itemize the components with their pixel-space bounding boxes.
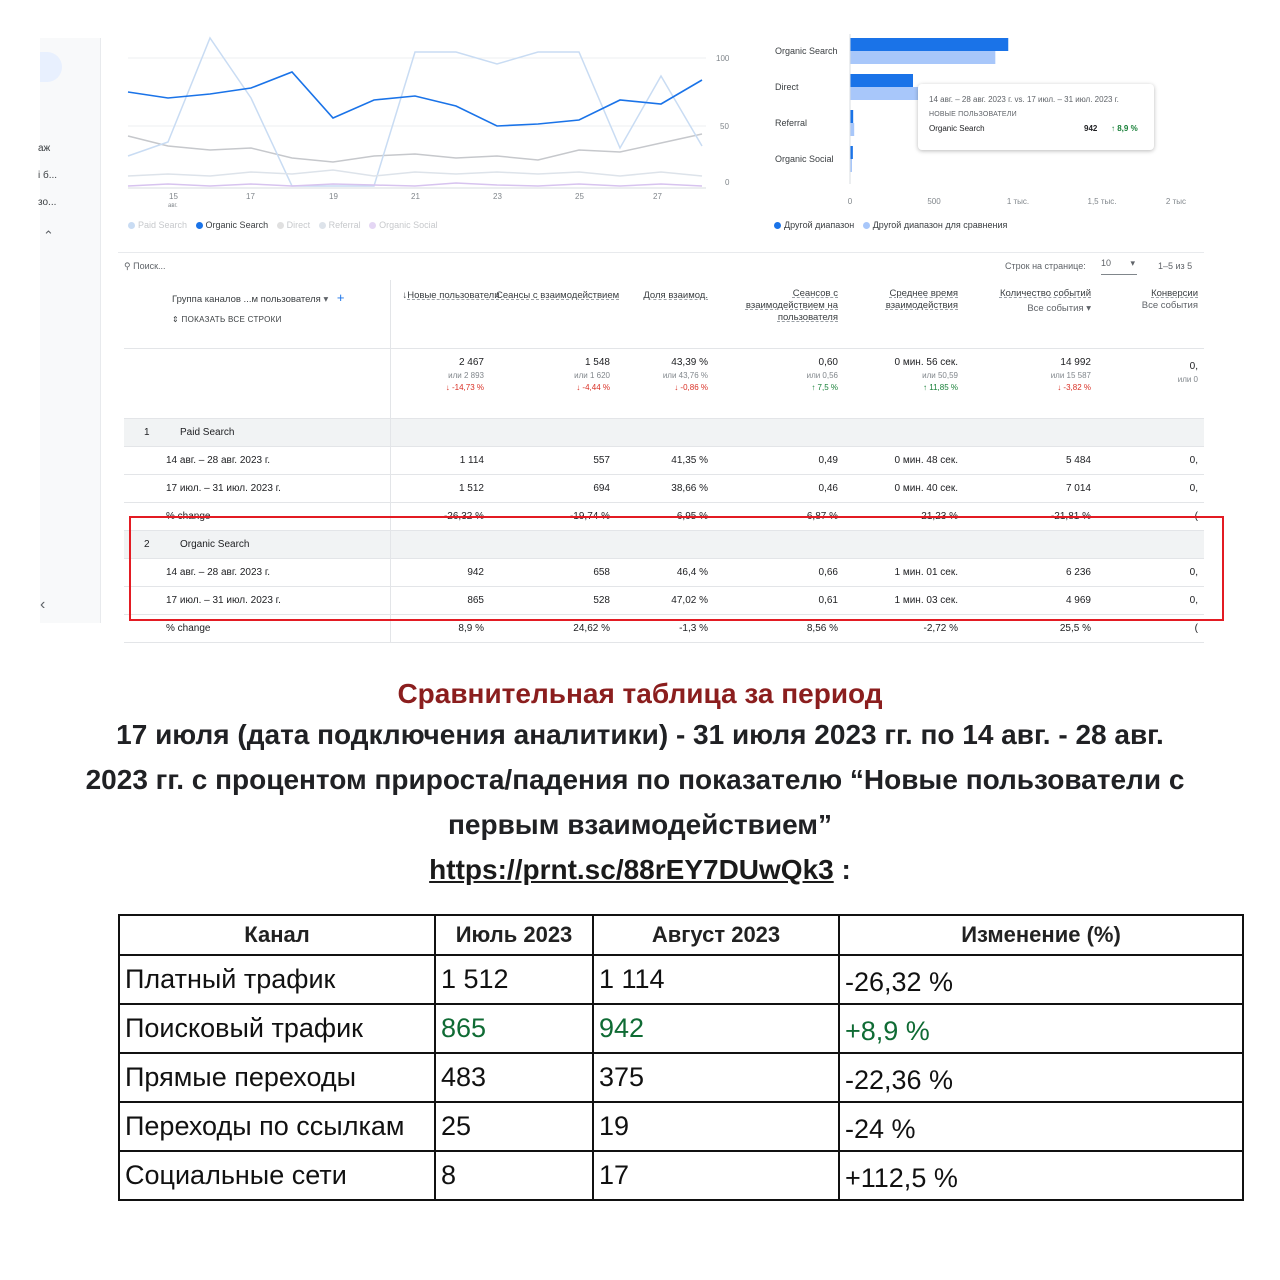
y-tick: 0 bbox=[725, 178, 730, 187]
bar-compare[interactable] bbox=[850, 123, 854, 136]
summary-channel: Социальные сети bbox=[119, 1151, 435, 1200]
table-cell: 4 969 bbox=[964, 587, 1097, 615]
highlight-box bbox=[129, 516, 1224, 621]
row-label: 14 авг. – 28 авг. 2023 г. bbox=[124, 447, 390, 475]
summary-august: 1 114 bbox=[593, 955, 839, 1004]
chart-tooltip bbox=[918, 84, 1154, 150]
totals-label bbox=[124, 349, 390, 419]
total-cell: 0,60 или 0,56 ↑ 7,5 % bbox=[714, 349, 844, 419]
summary-july: 865 bbox=[435, 1004, 593, 1053]
group-label[interactable]: 2 Organic Search bbox=[124, 531, 390, 559]
table-cell: -2,72 % bbox=[844, 615, 964, 643]
report-title: Сравнительная таблица за период bbox=[397, 678, 883, 709]
bar-category-labels bbox=[775, 46, 838, 164]
bar-category-label: Organic Social bbox=[775, 154, 834, 164]
search-icon: ⚲ bbox=[124, 261, 131, 271]
conversion-filter[interactable]: Все события bbox=[1141, 300, 1198, 311]
bar-category-label: Organic Search bbox=[775, 46, 838, 56]
bar-category-label: Referral bbox=[775, 118, 808, 128]
legend-item-referral[interactable]: Referral bbox=[328, 220, 361, 230]
rows-per-page-select[interactable] bbox=[1101, 258, 1137, 275]
link-suffix: : bbox=[833, 854, 851, 885]
table-cell: 0,46 bbox=[714, 475, 844, 503]
summary-table bbox=[118, 914, 1244, 1201]
table-cell: 41,35 % bbox=[616, 447, 714, 475]
table-cell: 0, bbox=[1097, 587, 1204, 615]
bar-current[interactable] bbox=[850, 74, 913, 87]
chevron-up-icon[interactable]: ⌃ bbox=[43, 228, 54, 243]
col-header-engagement-rate[interactable]: Доля взаимод. bbox=[616, 280, 714, 349]
group-row[interactable] bbox=[124, 419, 1204, 447]
table-cell: 1 мин. 01 сек. bbox=[844, 559, 964, 587]
tooltip-value: 942 bbox=[1084, 124, 1098, 133]
table-header-row bbox=[124, 280, 1204, 349]
dimension-header bbox=[124, 280, 390, 349]
legend-item-compare-range[interactable]: Другой диапазон для сравнения bbox=[872, 220, 1008, 230]
screenshot-link[interactable]: https://prnt.sc/88rEY7DUwQk3 bbox=[429, 854, 834, 885]
line-chart bbox=[118, 38, 738, 216]
report-heading bbox=[40, 676, 1240, 892]
legend-dot bbox=[196, 222, 203, 229]
summary-july: 483 bbox=[435, 1053, 593, 1102]
col-header-conversions[interactable]: Конверсии Все события bbox=[1097, 280, 1204, 349]
table-cell: 25,5 % bbox=[964, 615, 1097, 643]
pagination-range: 1–5 из 5 bbox=[1158, 261, 1193, 271]
summary-change: +8,9 % bbox=[839, 1004, 1243, 1053]
summary-change: -26,32 % bbox=[839, 955, 1243, 1004]
caret-down-icon[interactable]: ▾ bbox=[323, 294, 329, 305]
legend-item-direct[interactable]: Direct bbox=[286, 220, 311, 230]
add-dimension-icon[interactable]: + bbox=[336, 290, 345, 305]
col-header-engaged-sessions[interactable]: Сеансы с взаимодействием bbox=[490, 280, 616, 349]
col-header-new-users[interactable]: ↓ Новые пользователи bbox=[390, 280, 490, 349]
bar-current[interactable] bbox=[850, 38, 1008, 51]
summary-body bbox=[119, 955, 1243, 1200]
summary-header: Июль 2023 bbox=[435, 915, 593, 955]
table-cell: 1 114 bbox=[390, 447, 490, 475]
col-header-engaged-per-user[interactable]: Сеансов с взаимодействием на пользователя bbox=[714, 280, 844, 349]
legend-dot bbox=[369, 222, 376, 229]
series-organic-social-line bbox=[128, 183, 702, 186]
summary-header: Август 2023 bbox=[593, 915, 839, 955]
table-cell: 0,66 bbox=[714, 559, 844, 587]
x-tick: 23 bbox=[493, 192, 502, 201]
line-chart-legend bbox=[122, 220, 438, 230]
table-cell: 942 bbox=[390, 559, 490, 587]
bar-chart-legend bbox=[768, 220, 1007, 230]
table-cell: -21,81 % bbox=[964, 503, 1097, 531]
table-toolbar bbox=[118, 252, 1204, 281]
series-paid-search-line bbox=[128, 38, 702, 186]
legend-dot bbox=[128, 222, 135, 229]
summary-channel: Поисковый трафик bbox=[119, 1004, 435, 1053]
tooltip-change: ↑ 8,9 % bbox=[1111, 124, 1138, 133]
bar-compare[interactable] bbox=[850, 51, 995, 64]
x-tick: 25 bbox=[575, 192, 584, 201]
total-cell: 14 992 или 15 587 ↓ -3,82 % bbox=[964, 349, 1097, 419]
event-filter[interactable]: Все события ▾ bbox=[1027, 303, 1091, 314]
summary-row bbox=[119, 1151, 1243, 1200]
rail-item[interactable]: аж bbox=[38, 143, 51, 154]
summary-change: -22,36 % bbox=[839, 1053, 1243, 1102]
analytics-screenshot bbox=[0, 0, 1280, 634]
row-label: 17 июл. – 31 июл. 2023 г. bbox=[124, 587, 390, 615]
table-cell: 47,02 % bbox=[616, 587, 714, 615]
row-label: 14 авг. – 28 авг. 2023 г. bbox=[124, 559, 390, 587]
col-header-avg-engagement-time[interactable]: Среднее время взаимодействия bbox=[844, 280, 964, 349]
table-cell: -26,32 % bbox=[390, 503, 490, 531]
summary-channel: Платный трафик bbox=[119, 955, 435, 1004]
summary-august: 19 bbox=[593, 1102, 839, 1151]
table-cell: 7 014 bbox=[964, 475, 1097, 503]
bar-x-tick: 0 bbox=[847, 197, 853, 206]
summary-channel: Переходы по ссылкам bbox=[119, 1102, 435, 1151]
table-cell: 0, bbox=[1097, 559, 1204, 587]
summary-july: 1 512 bbox=[435, 955, 593, 1004]
x-tick: 21 bbox=[411, 192, 420, 201]
x-tick-sub: авг. bbox=[168, 203, 178, 209]
summary-change: +112,5 % bbox=[839, 1151, 1243, 1200]
table-cell: 1 512 bbox=[390, 475, 490, 503]
tooltip-range: 14 авг. – 28 авг. 2023 г. vs. 17 июл. – 31 июл. 2023 г. bbox=[929, 95, 1119, 104]
summary-august: 375 bbox=[593, 1053, 839, 1102]
table-cell: 46,4 % bbox=[616, 559, 714, 587]
legend-item-organic-search[interactable]: Organic Search bbox=[205, 220, 269, 230]
totals-row bbox=[124, 349, 1204, 419]
legend-dot bbox=[863, 222, 870, 229]
total-cell: 1 548 или 1 620 ↓ -4,44 % bbox=[490, 349, 616, 419]
summary-august: 17 bbox=[593, 1151, 839, 1200]
table-cell: 38,66 % bbox=[616, 475, 714, 503]
report-line-2: 2023 гг. с процентом прироста/падения по показателю “Новые пользователи с bbox=[85, 764, 1185, 795]
legend-item-organic-social[interactable]: Organic Social bbox=[379, 220, 438, 230]
table-cell: 8,9 % bbox=[390, 615, 490, 643]
table-cell: 1 мин. 03 сек. bbox=[844, 587, 964, 615]
summary-change: -24 % bbox=[839, 1102, 1243, 1151]
report-line-3: первым взаимодействием” bbox=[447, 809, 832, 840]
x-tick: 19 bbox=[329, 192, 338, 201]
summary-channel: Прямые переходы bbox=[119, 1053, 435, 1102]
table-cell: 557 bbox=[490, 447, 616, 475]
row-label: % change bbox=[124, 615, 390, 643]
sort-arrow-icon: ↓ bbox=[402, 290, 408, 301]
table-search[interactable] bbox=[124, 261, 166, 272]
tooltip-metric: НОВЫЕ ПОЛЬЗОВАТЕЛИ bbox=[929, 111, 1017, 118]
x-tick: 17 bbox=[246, 192, 255, 201]
rail-item[interactable]: і б... bbox=[38, 170, 58, 181]
table-cell: 0, bbox=[1097, 475, 1204, 503]
bar-x-ticks bbox=[848, 197, 1186, 206]
table-cell: 0,61 bbox=[714, 587, 844, 615]
summary-row bbox=[119, 955, 1243, 1004]
col-header-event-count[interactable]: Количество событий Все события ▾ bbox=[964, 280, 1097, 349]
summary-header-row bbox=[119, 915, 1243, 955]
summary-row bbox=[119, 1004, 1243, 1053]
row-label: 17 июл. – 31 июл. 2023 г. bbox=[124, 475, 390, 503]
x-tick: 15 bbox=[169, 192, 178, 201]
dimension-label[interactable]: Группа каналов ...м пользователя bbox=[172, 294, 321, 305]
summary-row bbox=[119, 1102, 1243, 1151]
table-cell: 21,23 % bbox=[844, 503, 964, 531]
table-cell: 0,49 bbox=[714, 447, 844, 475]
table-cell: 6 236 bbox=[964, 559, 1097, 587]
table-cell: 528 bbox=[490, 587, 616, 615]
table-cell: 694 bbox=[490, 475, 616, 503]
table-cell: 0, bbox=[1097, 447, 1204, 475]
table-cell: 5 484 bbox=[964, 447, 1097, 475]
table-cell: 24,62 % bbox=[490, 615, 616, 643]
rail-item[interactable]: зо... bbox=[38, 197, 57, 208]
table-cell: 0 мин. 40 сек. bbox=[844, 475, 964, 503]
y-tick: 100 bbox=[716, 54, 730, 63]
legend-item-current-range[interactable]: Другой диапазон bbox=[784, 220, 855, 230]
search-input[interactable]: Поиск... bbox=[133, 261, 166, 271]
table-row bbox=[124, 475, 1204, 503]
total-cell: 0, или 0 bbox=[1097, 349, 1204, 419]
tooltip-channel: Organic Search bbox=[929, 124, 985, 133]
table-row bbox=[124, 447, 1204, 475]
x-tick: 27 bbox=[653, 192, 662, 201]
table-cell: 6,95 % bbox=[616, 503, 714, 531]
rows-per-page-label: Строк на странице: bbox=[1005, 261, 1086, 271]
table-cell: ( bbox=[1097, 503, 1204, 531]
table-cell: 865 bbox=[390, 587, 490, 615]
table-cell: -1,3 % bbox=[616, 615, 714, 643]
group-label[interactable]: 1 Paid Search bbox=[124, 419, 390, 447]
table-cell: -19,74 % bbox=[490, 503, 616, 531]
legend-dot bbox=[319, 222, 326, 229]
row-label: % change bbox=[124, 503, 390, 531]
caret-down-icon: ▾ bbox=[1130, 258, 1135, 268]
bar-x-tick: 1,5 тыс. bbox=[1087, 197, 1117, 206]
table-cell: 0 мин. 48 сек. bbox=[844, 447, 964, 475]
legend-item-paid-search[interactable]: Paid Search bbox=[138, 220, 188, 230]
x-ticks bbox=[168, 192, 662, 209]
bar-category-label: Direct bbox=[775, 82, 799, 92]
show-all-rows-button[interactable]: ПОКАЗАТЬ ВСЕ СТРОКИ bbox=[181, 315, 282, 324]
total-cell: 43,39 % или 43,76 % ↓ -0,86 % bbox=[616, 349, 714, 419]
summary-july: 25 bbox=[435, 1102, 593, 1151]
legend-dot bbox=[277, 222, 284, 229]
bar-x-tick: 500 bbox=[927, 197, 941, 206]
group-fill bbox=[390, 419, 1204, 447]
rows-per-page-value: 10 bbox=[1101, 258, 1112, 268]
series-referral-line bbox=[128, 170, 702, 176]
summary-header: Канал bbox=[119, 915, 435, 955]
summary-july: 8 bbox=[435, 1151, 593, 1200]
table-cell: 8,56 % bbox=[714, 615, 844, 643]
report-line-1: 17 июля (дата подключения аналитики) - 31 июля 2023 гг. по 14 авг. - 28 авг. bbox=[116, 719, 1164, 750]
table-cell: 6,87 % bbox=[714, 503, 844, 531]
chevron-left-icon[interactable]: ‹ bbox=[40, 596, 46, 613]
summary-august: 942 bbox=[593, 1004, 839, 1053]
series-organic-search-line bbox=[128, 72, 702, 126]
report-link-line bbox=[40, 847, 1240, 892]
summary-row bbox=[119, 1053, 1243, 1102]
table-cell: 658 bbox=[490, 559, 616, 587]
left-rail bbox=[40, 38, 101, 623]
legend-dot bbox=[774, 222, 781, 229]
bar-x-tick: 1 тыс. bbox=[1006, 197, 1030, 206]
table-cell: ( bbox=[1097, 615, 1204, 643]
expand-icon: ⇕ bbox=[172, 315, 180, 324]
total-cell: 2 467 или 2 893 ↓ -14,73 % bbox=[390, 349, 490, 419]
total-cell: 0 мин. 56 сек. или 50,59 ↑ 11,85 % bbox=[844, 349, 964, 419]
line-chart-grid bbox=[128, 58, 706, 188]
y-tick: 50 bbox=[720, 122, 729, 131]
summary-header: Изменение (%) bbox=[839, 915, 1243, 955]
bar-x-tick: 2 тыс bbox=[1165, 197, 1186, 206]
